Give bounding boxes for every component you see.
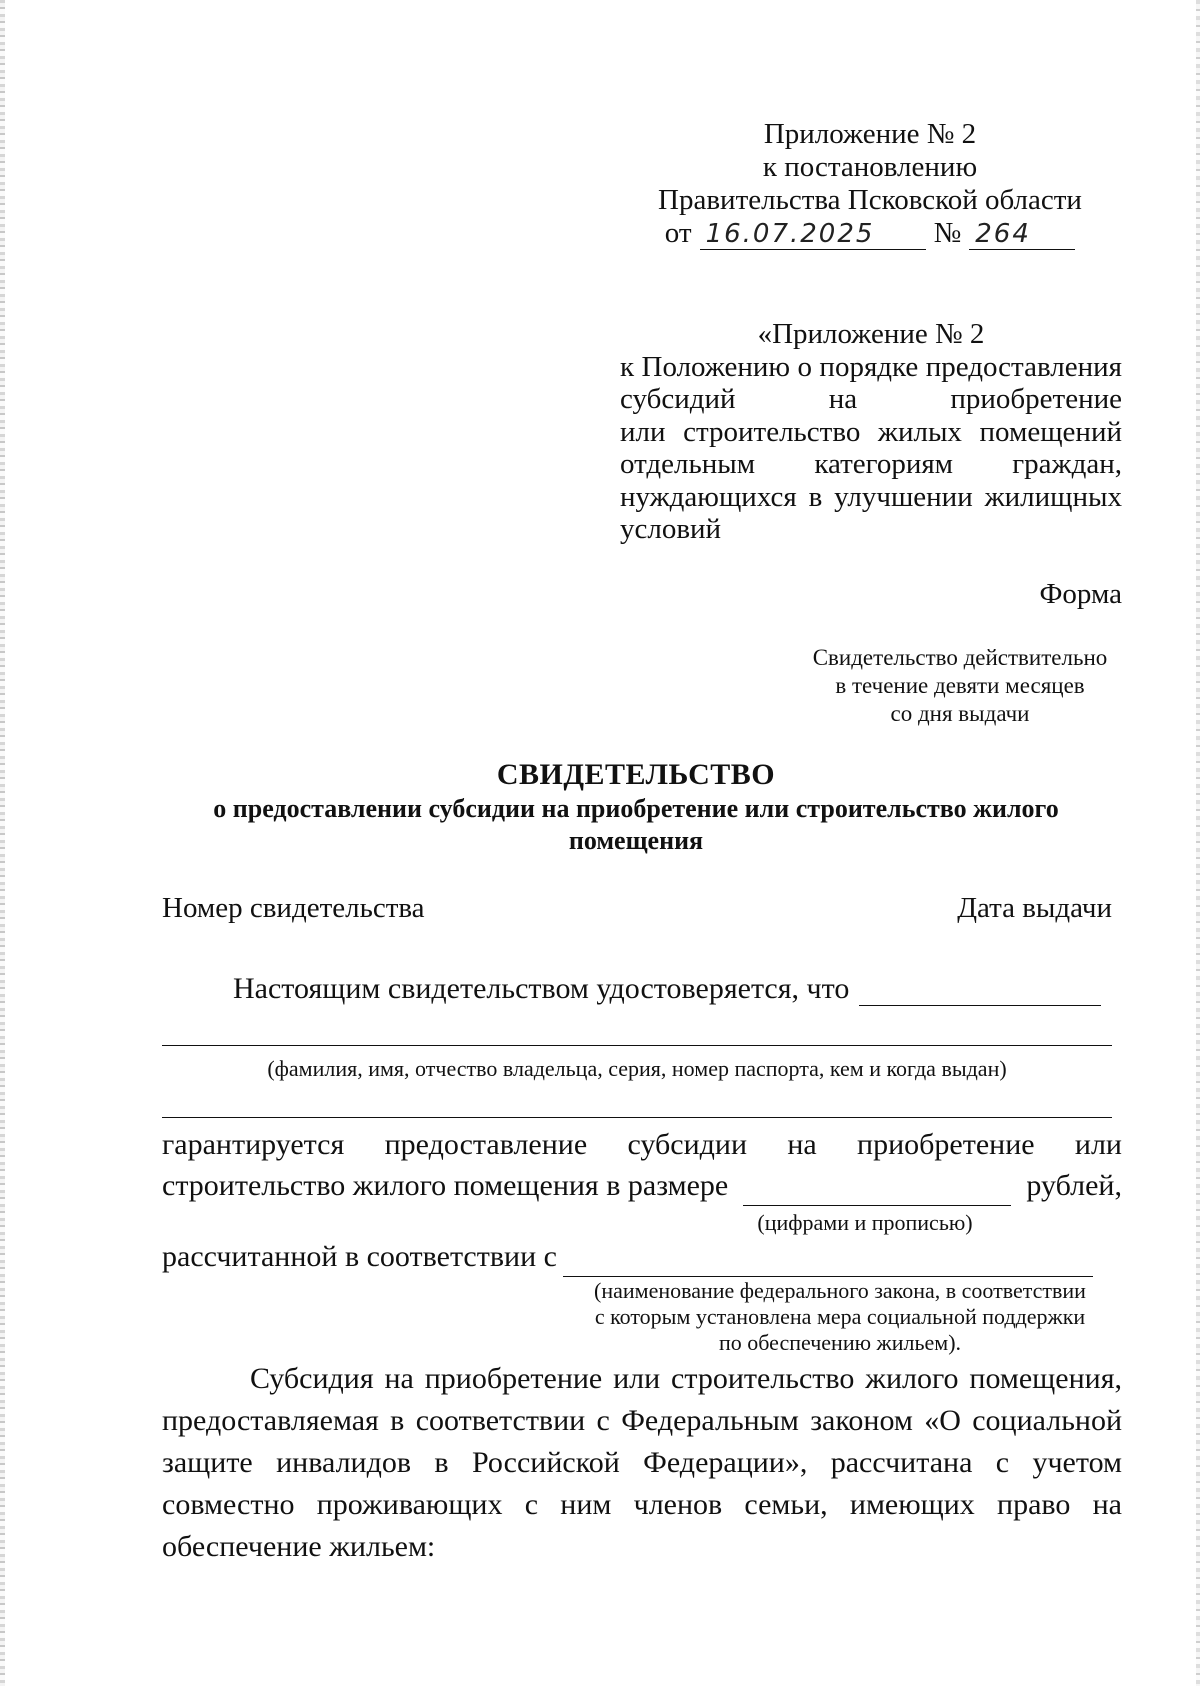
number-prefix: № xyxy=(933,217,962,249)
position-attachment xyxy=(620,318,1122,546)
subsidy-paragraph-text: Субсидия на приобретение или строительство жилого помещения, предоставляемая в соответствии с Федеральным законом «О социальной защите инвалидов в Российской Федерации», рассчитана с учетом совместно проживающих с ним членов семьи, имеющих право на обеспечение жильем: xyxy=(162,1362,1122,1563)
certificate-number-label: Номер свидетельства xyxy=(162,892,425,924)
position-line: отдельным категориям граждан, xyxy=(620,448,1122,480)
attachment-header xyxy=(640,118,1100,250)
amount-blank[interactable] xyxy=(743,1179,1011,1206)
resolution-date-line xyxy=(640,217,1100,250)
position-line: нуждающихся в улучшении жилищных xyxy=(620,480,1122,513)
guarantee-amount-prefix: строительство жилого помещения в размере xyxy=(162,1169,729,1202)
certificate-title xyxy=(150,757,1122,857)
certify-line xyxy=(233,972,1111,1006)
subsidy-paragraph xyxy=(162,1358,1122,1568)
form-label: Форма xyxy=(1039,578,1122,610)
guarantee-amount-line xyxy=(162,1166,1122,1206)
attachment-to-resolution: к постановлению xyxy=(762,151,978,183)
calculated-prefix: рассчитанной в соответствии с xyxy=(162,1240,557,1273)
validity-line: Свидетельство действительно xyxy=(812,645,1108,670)
guarantee-line: гарантируется предоставление субсидии на приобретение или xyxy=(162,1128,1122,1161)
position-line: или строительство жилых помещений xyxy=(620,415,1122,448)
attachment-government: Правительства Псковской области xyxy=(658,184,1082,216)
number-date-row xyxy=(162,892,1112,925)
title-main: СВИДЕТЕЛЬСТВО xyxy=(496,758,776,791)
scan-edge-right xyxy=(1196,0,1200,1686)
amount-caption: (цифрами и прописью) xyxy=(757,1210,973,1235)
owner-blank-line-2[interactable] xyxy=(162,1117,1112,1118)
owner-caption: (фамилия, имя, отчество владельца, серия, номер паспорта, кем и когда выдан) xyxy=(267,1056,1007,1081)
law-caption-line: с которым установлена мера социальной поддержки xyxy=(594,1304,1086,1329)
law-caption xyxy=(560,1278,1120,1356)
position-line: субсидий на приобретение xyxy=(620,383,1122,415)
validity-line: со дня выдачи xyxy=(890,701,1030,726)
calculated-line xyxy=(162,1237,1122,1277)
validity-line: в течение девяти месяцев xyxy=(835,673,1085,698)
position-line: к Положению о порядке предоставления xyxy=(620,350,1122,383)
from-prefix: от xyxy=(664,217,692,249)
attachment-title: Приложение № 2 xyxy=(763,118,977,150)
certify-text: Настоящим свидетельством удостоверяется, что xyxy=(233,972,850,1005)
law-caption-line: по обеспечению жильем). xyxy=(718,1330,962,1355)
law-blank[interactable] xyxy=(563,1250,1093,1277)
guarantee-amount-suffix: рублей, xyxy=(1026,1169,1122,1202)
scan-edge-left xyxy=(0,0,5,1686)
resolution-number-handwritten: 264 xyxy=(969,219,1075,250)
position-line: условий xyxy=(620,513,722,545)
issue-date-label: Дата выдачи xyxy=(957,892,1112,924)
owner-blank[interactable] xyxy=(859,979,1101,1006)
title-subtitle: помещения xyxy=(568,826,704,855)
resolution-date-handwritten: 16.07.2025 xyxy=(700,219,926,250)
owner-blank-line[interactable] xyxy=(162,1045,1112,1046)
law-caption-line: (наименование федерального закона, в соответствии xyxy=(594,1278,1086,1303)
validity-note xyxy=(790,644,1130,728)
position-attachment-head: «Приложение № 2 xyxy=(757,318,985,350)
title-subtitle: о предоставлении субсидии на приобретение или строительство жилого xyxy=(213,794,1059,823)
